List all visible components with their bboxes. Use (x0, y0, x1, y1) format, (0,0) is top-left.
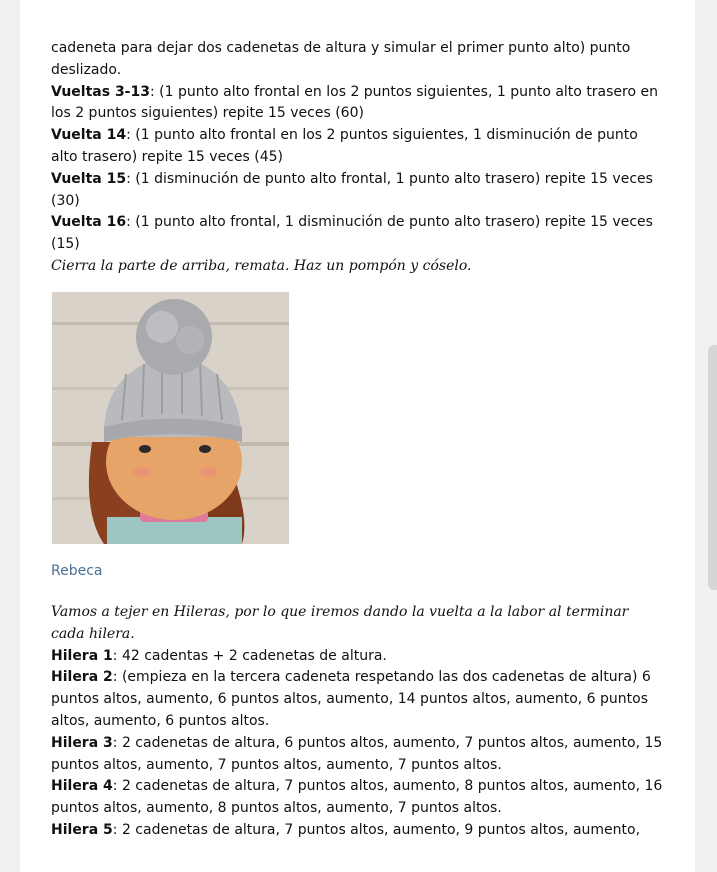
pattern-text-bottom (51, 602, 663, 842)
closing-note: Cierra la parte de arriba, remata. Haz un pompón y cóselo. (51, 257, 472, 274)
paragraph-line: Vuelta 14: (1 punto alto frontal en los 2 puntos siguientes, 1 disminución de punto alto trasero) repite 15 veces (45) (51, 127, 638, 165)
intro-note: Vamos a tejer en Hileras, por lo que iremos dando la vuelta a la labor al terminar cada hilera. (51, 604, 629, 642)
scrollbar-handle[interactable] (708, 345, 717, 590)
pattern-text-top (51, 38, 663, 278)
paragraph-line: Hilera 2: (empieza en la tercera cadeneta respetando las dos cadenetas de altura) 6 puntos altos, aumento, 6 puntos altos, aumento, 14 puntos altos, aumento, 6 puntos altos, aumento, 6 puntos altos. (51, 669, 651, 729)
paragraph-line: Hilera 3: 2 cadenetas de altura, 6 puntos altos, aumento, 7 puntos altos, aumento, 15 puntos altos, aumento, 7 puntos altos, aumento, 7 puntos altos. (51, 734, 663, 773)
photo-caption: Rebeca (51, 563, 103, 579)
doll-illustration (52, 292, 289, 544)
paragraph-line: Hilera 5: 2 cadenetas de altura, 7 puntos altos, aumento, 9 puntos altos, aumento, (51, 821, 641, 838)
paragraph-line: cadeneta para dejar dos cadenetas de altura y simular el primer punto alto) punto deslizado. (51, 40, 631, 78)
paragraph-line: Vuelta 15: (1 disminución de punto alto frontal, 1 punto alto trasero) repite 15 veces (30) (51, 170, 653, 209)
paragraph-line: Vueltas 3-13: (1 punto alto frontal en los 2 puntos siguientes, 1 punto alto trasero en los 2 puntos siguientes) repite 15 veces (60) (51, 83, 658, 122)
paragraph-line: Hilera 4: 2 cadenetas de altura, 7 puntos altos, aumento, 8 puntos altos, aumento, 16 puntos altos, aumento, 8 puntos altos, aumento, 7 puntos altos. (51, 778, 663, 817)
document-page (20, 0, 695, 872)
paragraph-line: Hilera 1: 42 cadentas + 2 cadenetas de altura. (51, 647, 387, 664)
paragraph-line: Vuelta 16: (1 punto alto frontal, 1 disminución de punto alto trasero) repite 15 veces (15) (51, 214, 653, 253)
doll-photo (52, 292, 289, 544)
